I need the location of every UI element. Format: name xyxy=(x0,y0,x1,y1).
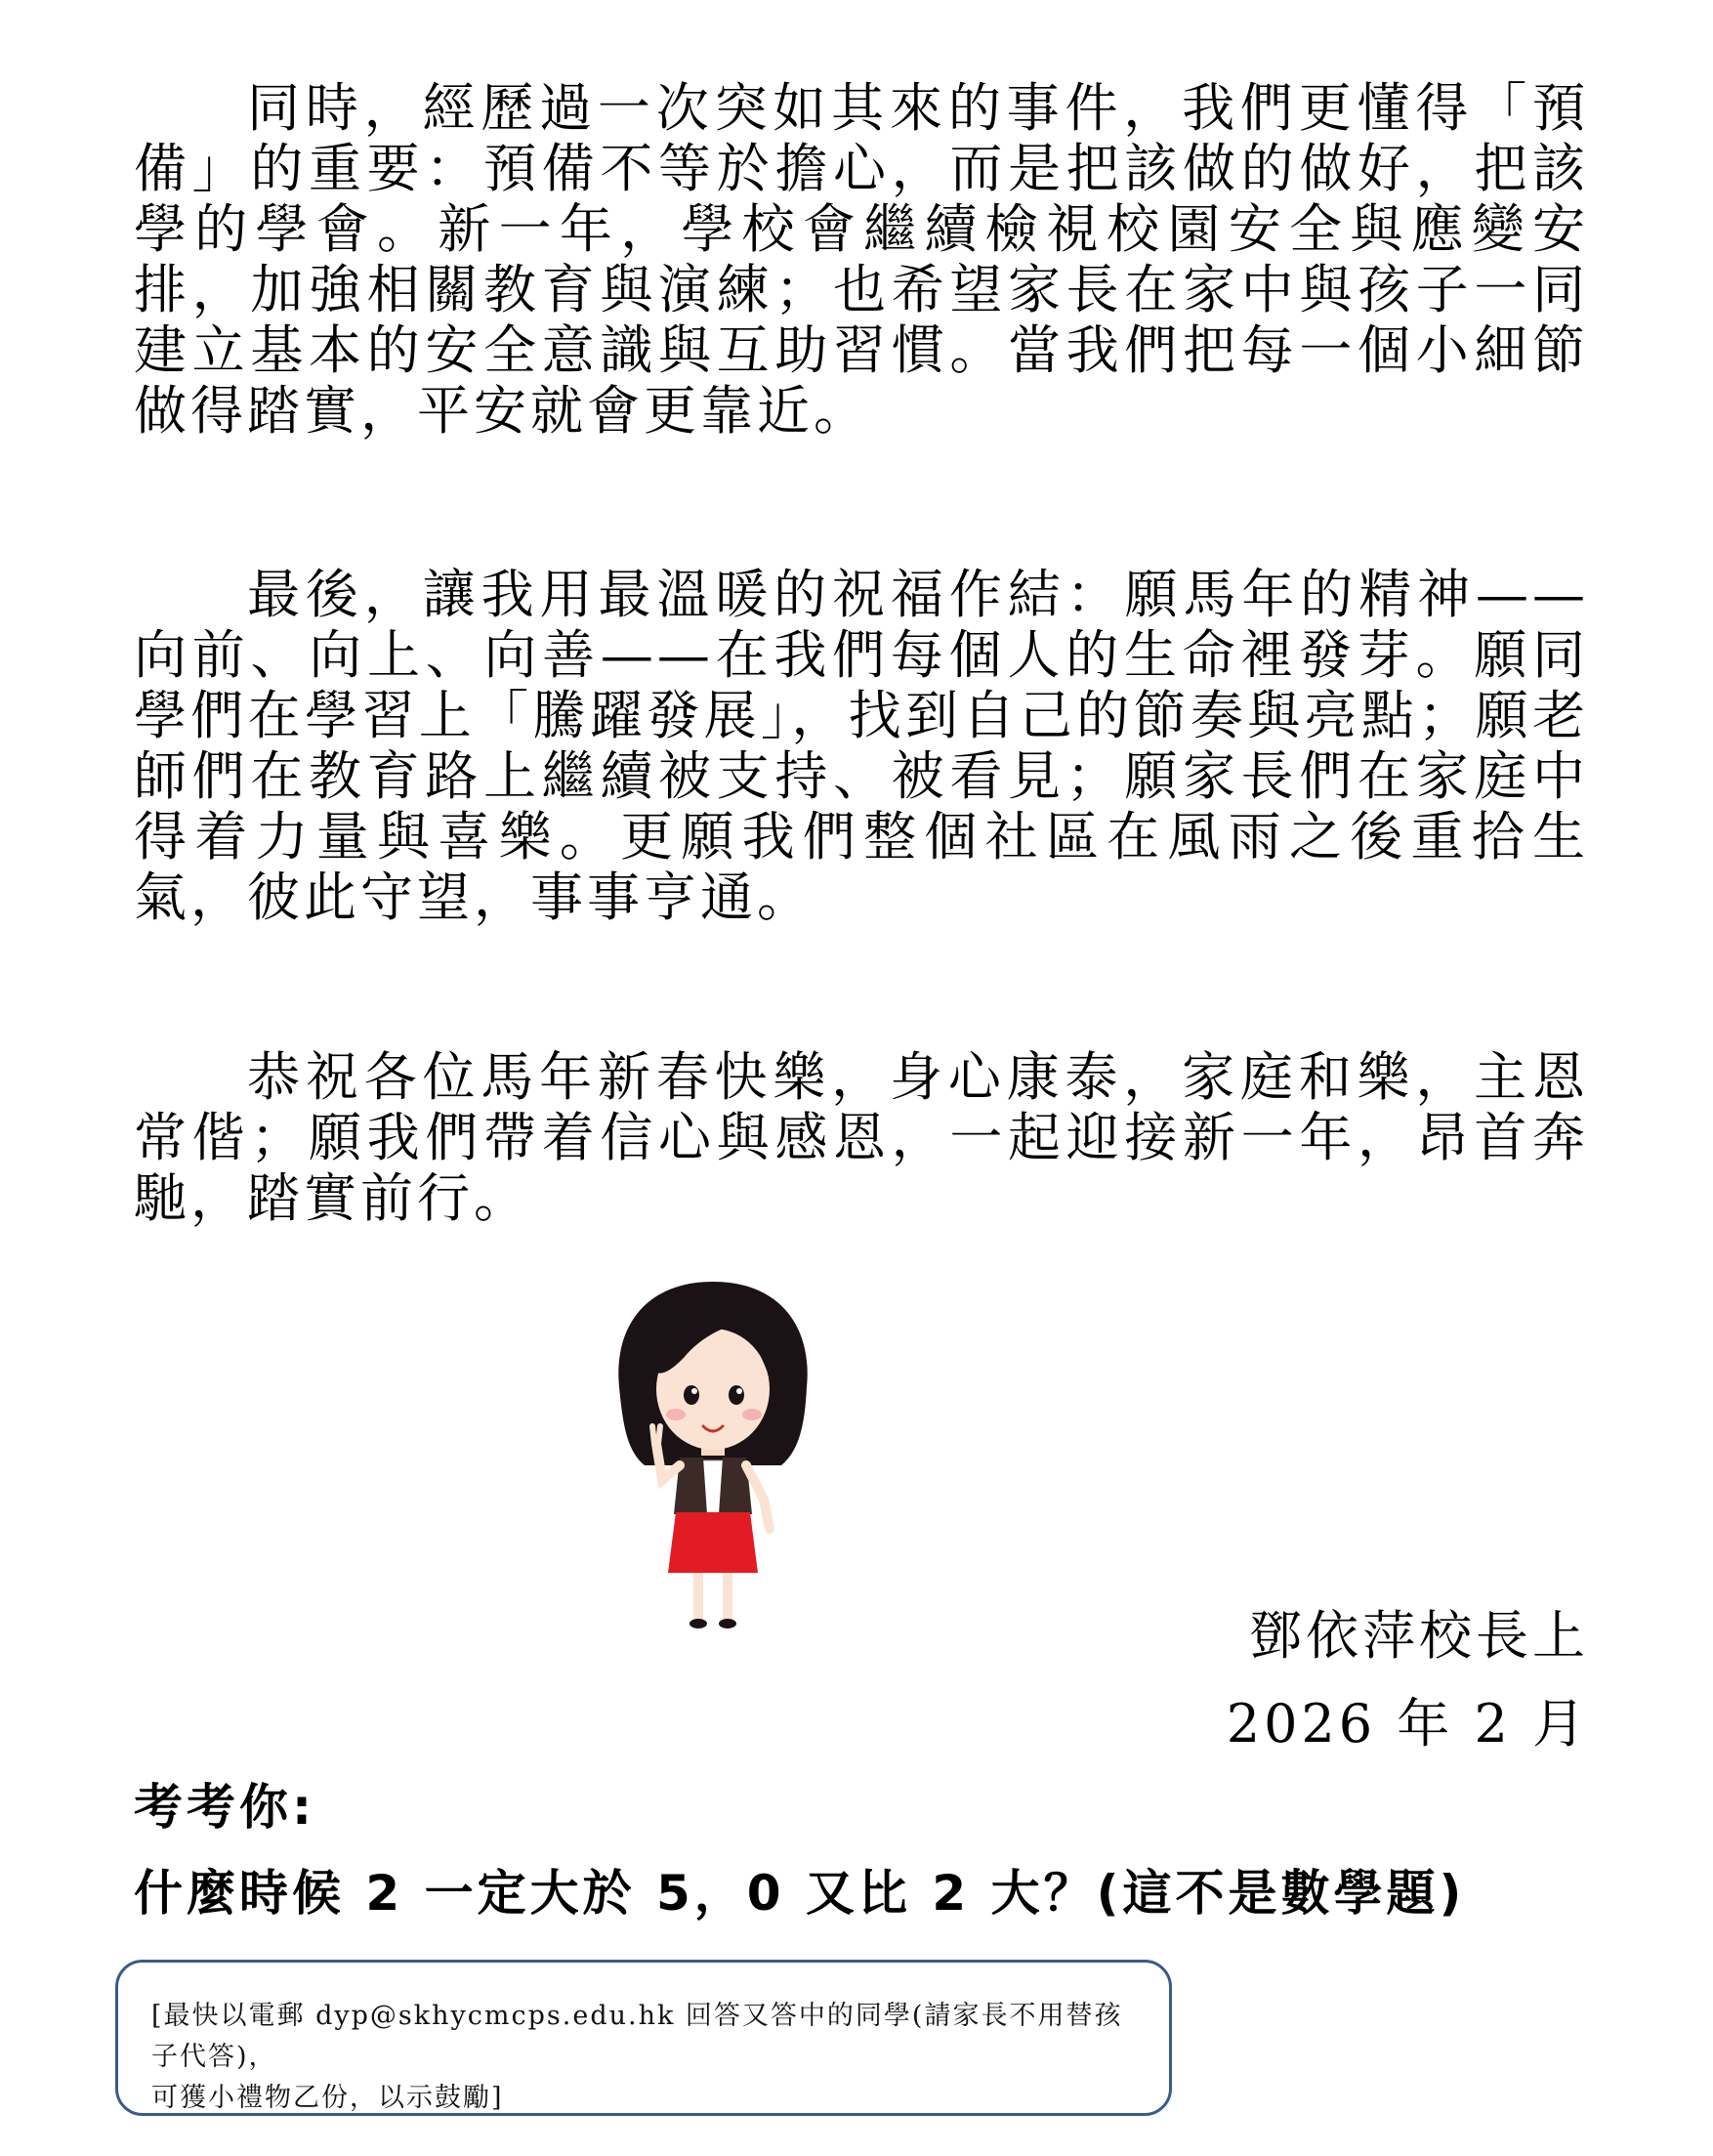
left-eye xyxy=(684,1385,699,1405)
red-skirt xyxy=(668,1512,758,1573)
signature-date: 2026 年 2 月 xyxy=(1226,1693,1589,1754)
quiz-question: 什麼時候 2 一定大於 5，0 又比 2 大？(這不是數學題) xyxy=(134,1865,1466,1922)
paragraph-preparedness: 同時，經歷過一次突如其來的事件，我們更懂得「預備」的重要：預備不等於擔心，而是把該做的做好，把該學的學會。新一年，學校會繼續檢視校園安全與應變安排，加強相關教育與演練；也希望家長在家中與孩子一同建立基本的安全意識與互助習慣。當我們把每一個小細節做得踏實，平安就會更靠近。 xyxy=(134,77,1589,442)
quiz-instructions-line-1: [最快以電郵 dyp@skhycmcps.edu.hk 回答又答中的同學(請家長不用替孩子代答)， xyxy=(151,2001,1123,2072)
quiz-instructions-box xyxy=(115,1960,1172,2116)
signature-name: 鄧依萍校長上 xyxy=(1249,1605,1589,1667)
principal-cartoon-illustration xyxy=(606,1280,820,1631)
right-eye xyxy=(729,1385,744,1405)
paragraph-new-year-wishes: 恭祝各位馬年新春快樂，身心康泰，家庭和樂，主恩常偕；願我們帶着信心與感恩，一起迎接新一年，昂首奔馳，踏實前行。 xyxy=(134,1046,1589,1229)
quiz-instructions-line-2: 可獲小禮物乙份，以示鼓勵] xyxy=(151,2083,504,2113)
paragraph-blessings: 最後，讓我用最溫暖的祝福作結：願馬年的精神——向前、向上、向善——在我們每個人的生命裡發芽。願同學們在學習上「騰躍發展」，找到自己的節奏與亮點；願老師們在教育路上繼續被支持、被看見；願家長們在家庭中得着力量與喜樂。更願我們整個社區在風雨之後重拾生氣，彼此守望，事事亨通。 xyxy=(134,564,1589,928)
quiz-heading: 考考你: xyxy=(134,1779,315,1836)
